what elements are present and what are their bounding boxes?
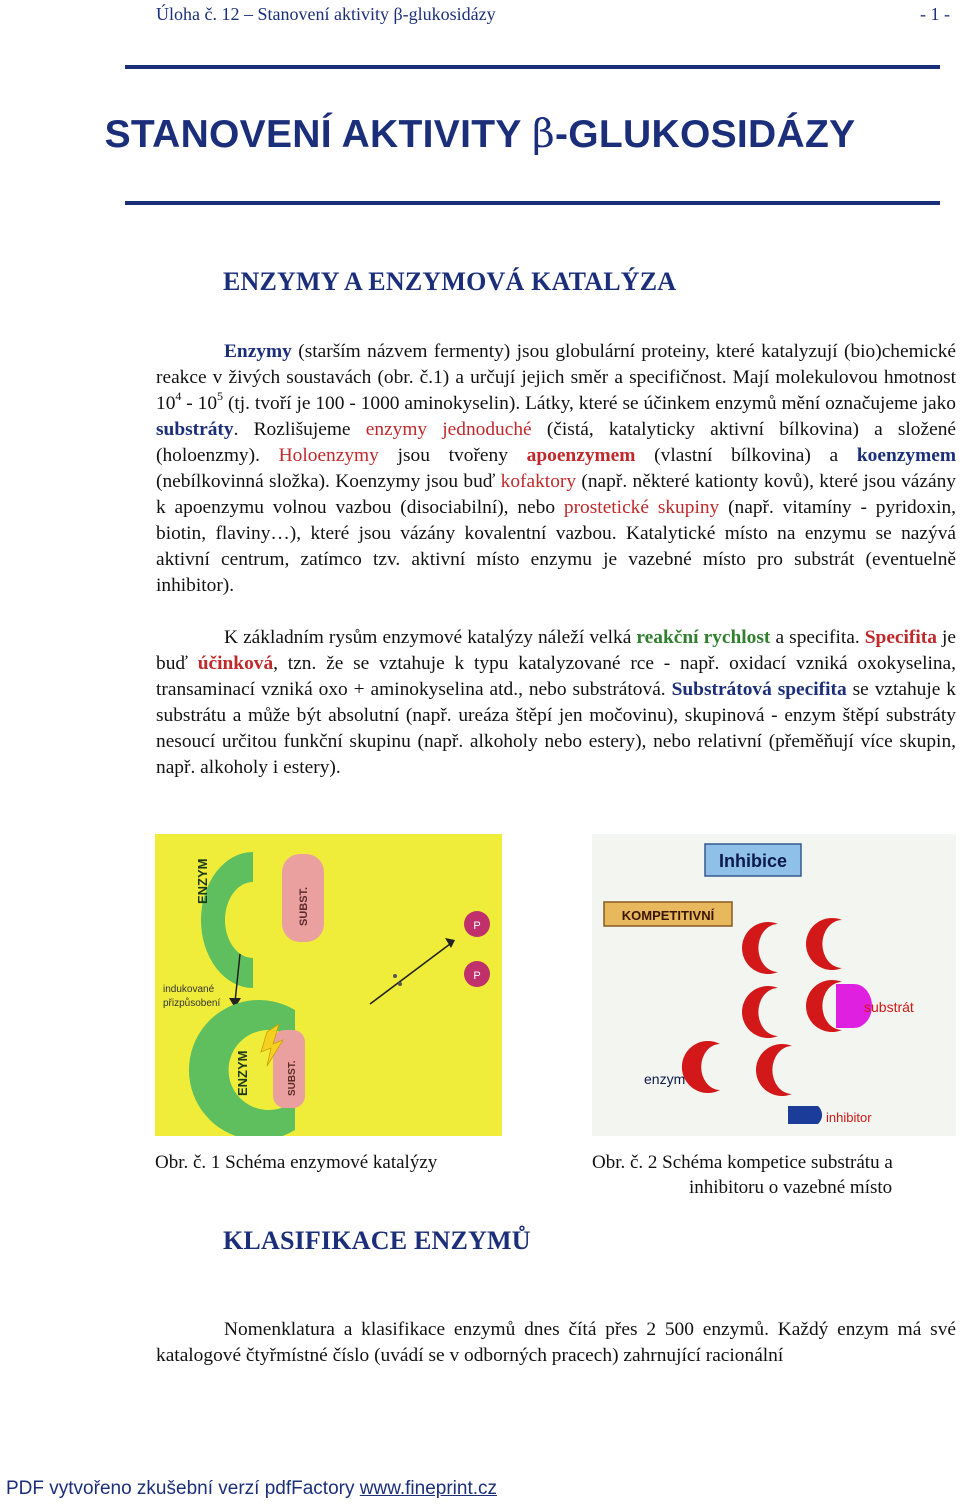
text-run: - 10	[181, 393, 218, 414]
inhibice-label: Inhibice	[718, 851, 788, 871]
substrate-label-bottom: SUBST.	[287, 1060, 298, 1096]
term-substraty: substráty	[156, 419, 234, 440]
inhibitor-label: inhibitor	[826, 1110, 872, 1125]
text-run: , tzn. že se vztahuje k typu katalyzované rce - např. oxidací vzniká oxokyselina, transaminací vzniká oxo + aminokyselina atd., nebo substrátová.	[156, 653, 956, 700]
substrate-label: substrát	[864, 999, 914, 1015]
enzyme-label: enzym	[644, 1071, 686, 1087]
text-run: (starším názvem fermenty) jsou globulární proteiny, které katalyzují (bio)chemické reakce v živých soustavách (obr. č.1) a určují jejich směr a specifičnost. Mají molekulovou hmotnost 10	[156, 341, 956, 414]
term-substratova-specifita: Substrátová specifita	[671, 679, 847, 700]
text-run: (nebílkovinná složka). Koenzymy jsou buď	[156, 471, 501, 492]
title-divider	[125, 201, 940, 205]
text-run: je buď	[156, 627, 956, 674]
term-koenzymem: koenzymem	[856, 445, 956, 466]
text-run: (vlastní bílkovina) a	[635, 445, 857, 466]
text-run: (např. vitamíny - pyridoxin, biotin, flaviny…), které jsou vázány kovalentní vazbou. Katalytické místo na enzymu se nazývá aktivní centrum, zatímco tzv. aktivní místo enzymu je vazebné místo pro substrát (eventuelně inhibitor).	[156, 497, 956, 596]
kompetitivni-label: KOMPETITIVNÍ	[621, 908, 715, 923]
running-header: Úloha č. 12 – Stanovení aktivity β-glukosidázy	[156, 4, 496, 24]
paragraph-specifita	[156, 625, 956, 781]
figure-2-caption-line-2: inhibitoru o vazebné místo	[689, 1177, 893, 1198]
term-reakcni-rychlost: reakční rychlost	[636, 627, 771, 648]
paragraph-enzymy	[156, 339, 956, 599]
term-specifita: Specifita	[864, 627, 937, 648]
page-title	[0, 112, 960, 157]
title-beta: β	[532, 112, 555, 157]
term-ucinkova: účinková	[197, 653, 274, 674]
text-run: a specifita.	[770, 627, 865, 648]
text-run: jsou tvořeny	[378, 445, 527, 466]
induced-fit-label-2: přizpůsobení	[163, 998, 221, 1009]
term-enzymy-jednoduche: enzymy jednoduché	[365, 419, 532, 440]
text-run: . Rozlišujeme	[233, 419, 366, 440]
competitive-inhibition-diagram	[592, 834, 956, 1136]
enzyme-label-bottom: ENZYM	[235, 1050, 250, 1096]
product-label-1: P	[473, 920, 481, 932]
enzyme-label-top: ENZYM	[195, 858, 210, 904]
section-heading-klasifikace: KLASIFIKACE ENZYMŮ	[223, 1226, 531, 1255]
figure-enzyme-catalysis	[155, 834, 502, 1136]
text-run: K základním rysům enzymové katalýzy náleží velká	[224, 627, 637, 648]
substrate-label-top: SUBST.	[298, 886, 310, 926]
text-run: Nomenklatura a klasifikace enzymů dnes čítá přes 2 500 enzymů. Každý enzym má své katalogové čtyřmístné číslo (uvádí se v odborných pracech) zahrnující racionální	[156, 1319, 956, 1366]
induced-fit-label-1: indukované	[163, 984, 215, 995]
footer-link[interactable]: www.fineprint.cz	[359, 1478, 498, 1499]
paragraph-klasifikace	[156, 1317, 956, 1369]
text-run: se vztahuje k substrátu a může být absolutní (např. ureáza štěpí jen močovinu), skupinová - enzym štěpí substráty nesoucí určitou funkční skupinu (např. alkoholy nebo estery), nebo relativní (přeměňují více skupin, např. alkoholy i estery).	[156, 679, 957, 778]
term-enzymy: Enzymy	[224, 341, 292, 362]
figure-2-caption-line-1: Obr. č. 2 Schéma kompetice substrátu a	[592, 1152, 893, 1173]
text-run: (čistá, katalyticky aktivní bílkovina) a složené (holoenzmy).	[156, 419, 956, 466]
term-holoenzymy: Holoenzymy	[278, 445, 379, 466]
page-number: - 1 -	[920, 4, 950, 24]
footer-text: PDF vytvořeno zkušební verzí pdfFactory	[6, 1478, 360, 1499]
dot-2	[398, 982, 402, 986]
section-heading-enzymy: ENZYMY A ENZYMOVÁ KATALÝZA	[223, 267, 677, 296]
term-apoenzymem: apoenzymem	[526, 445, 636, 466]
text-run: (tj. tvoří je 100 - 1000 aminokyselin). Látky, které se účinkem enzymů mění označujeme jako	[223, 393, 956, 414]
title-text-post: -GLUKOSIDÁZY	[554, 113, 856, 156]
term-kofaktory: kofaktory	[500, 471, 577, 492]
header-divider	[125, 65, 940, 69]
product-label-2: P	[473, 970, 481, 982]
term-prostheticke-skupiny: prostetické skupiny	[563, 497, 720, 518]
enzyme-catalysis-diagram	[155, 834, 502, 1136]
title-text-pre: STANOVENÍ AKTIVITY	[104, 113, 533, 156]
figure-competitive-inhibition	[592, 834, 956, 1136]
superscript: 5	[217, 389, 224, 403]
superscript: 4	[175, 389, 182, 403]
inhibitor-shape	[788, 1106, 822, 1124]
figure-1-caption: Obr. č. 1 Schéma enzymové katalýzy	[155, 1152, 438, 1173]
text-run: (např. některé kationty kovů), které jsou vázány k apoenzymu volnou vazbou (disociabilní), nebo	[156, 471, 956, 518]
pdf-footer	[6, 1478, 497, 1500]
dot-1	[393, 974, 397, 978]
